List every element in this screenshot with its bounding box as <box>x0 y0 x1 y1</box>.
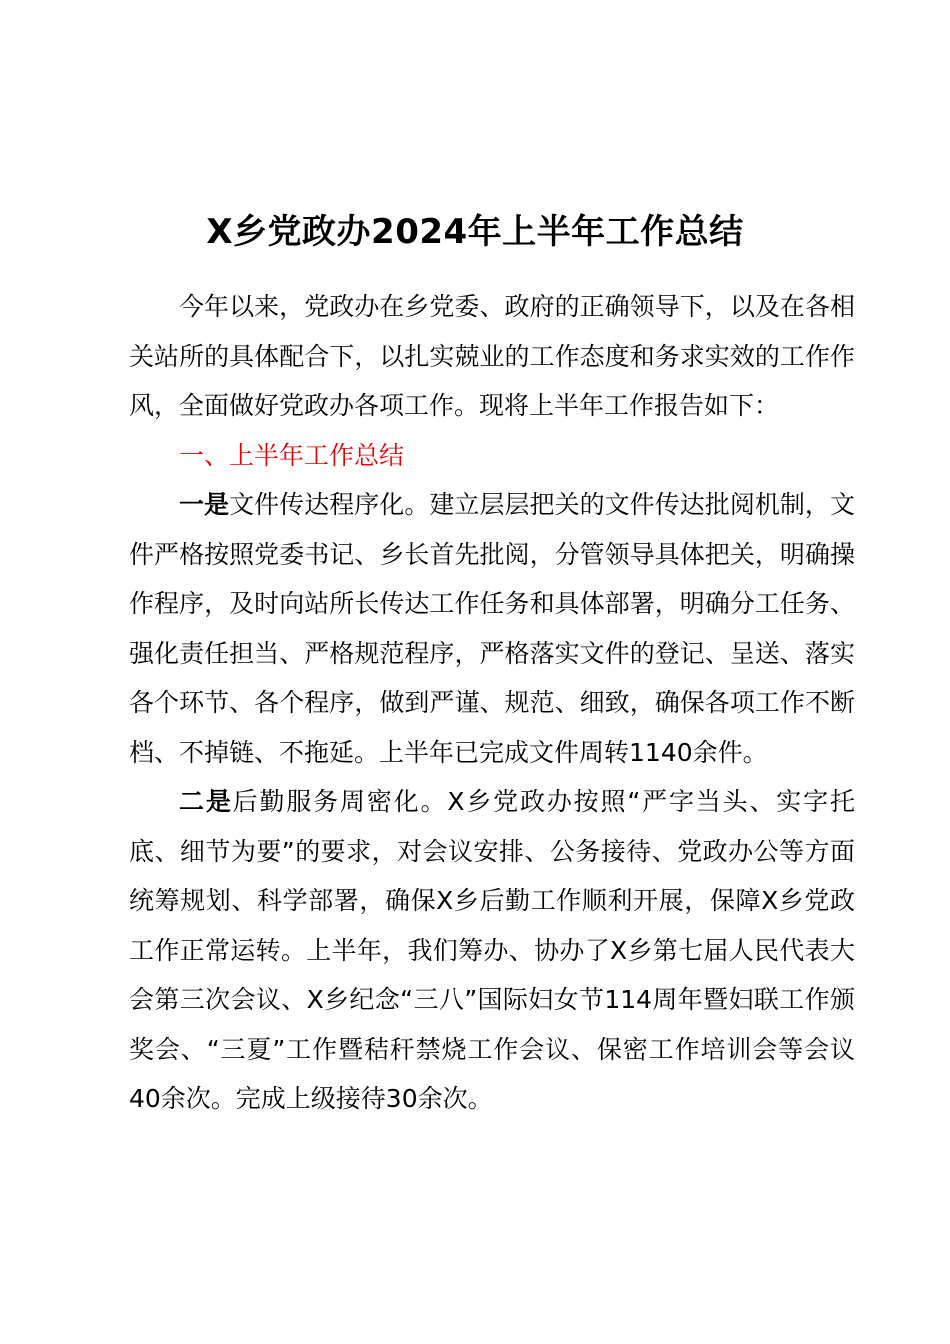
intro-paragraph: 今年以来，党政办在乡党委、政府的正确领导下，以及在各相关站所的具体配合下，以扎实兢业的工作态度和务求实效的工作作风，全面做好党政办各项工作。现将上半年工作报告如下： <box>129 292 855 420</box>
item-paragraph-2 <box>129 777 855 1124</box>
document-title: X乡党政办2024年上半年工作总结 <box>206 212 744 252</box>
item-paragraph-1 <box>129 480 855 777</box>
item-lead-2: 二是 <box>179 787 233 816</box>
document-body <box>129 282 855 1124</box>
section-heading: 一、上半年工作总结 <box>179 440 405 470</box>
item-text-2: 后勤服务周密化。X乡党政办按照“严字当头、实字托底、细节为要”的要求，对会议安排、公务接待、党政办公等方面统筹规划、科学部署，确保X乡后勤工作顺利开展，保障X乡党政工作正常运转。上半年，我们筹办、协办了X乡第七届人民代表大会第三次会议、X乡纪念“三八”国际妇女节114周年暨妇联工作颁奖会、“三夏”工作暨秸秆禁烧工作会议、保密工作培训会等会议40余次。完成上级接待30余次。 <box>129 787 855 1113</box>
item-lead-1: 一是 <box>179 490 230 519</box>
item-text-1: 文件传达程序化。建立层层把关的文件传达批阅机制，文件严格按照党委书记、乡长首先批阅，分管领导具体把关，明确操作程序，及时向站所长传达工作任务和具体部署，明确分工任务、强化责任担当、严格规范程序，严格落实文件的登记、呈送、落实各个环节、各个程序，做到严谨、规范、细致，确保各项工作不断档、不掉链、不拖延。上半年已完成文件周转1140余件。 <box>129 490 855 767</box>
